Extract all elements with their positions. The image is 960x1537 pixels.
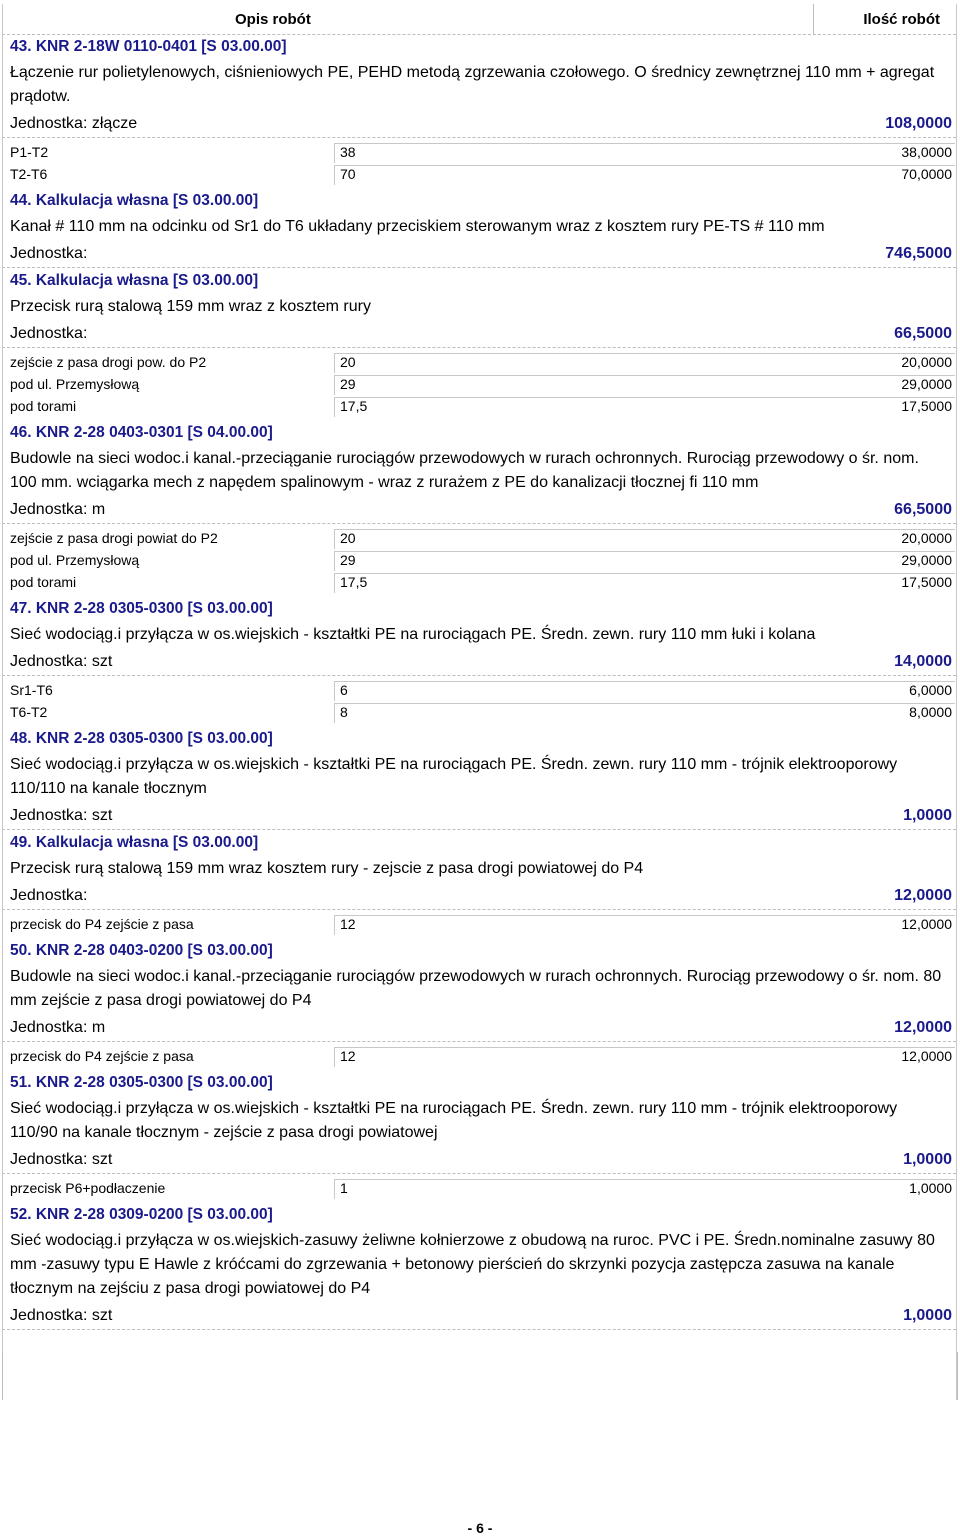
item-unit-row: [2, 1147, 956, 1174]
item-unit-row: [2, 241, 956, 268]
item-total: 1,0000: [903, 1151, 952, 1168]
measure-row: [2, 1045, 956, 1067]
item-block: [2, 34, 956, 188]
measure-value: 20,0000: [901, 354, 952, 370]
item-block: [2, 1070, 956, 1202]
item-block: [2, 596, 956, 726]
measure-row: [2, 395, 956, 417]
measure-row: [2, 373, 956, 395]
measure-cell-frame: [334, 1179, 955, 1199]
measure-location: przecisk P6+podłaczenie: [10, 1180, 166, 1196]
item-title: 47. KNR 2-28 0305-0300 [S 03.00.00]: [10, 600, 273, 617]
item-description: Sieć wodociąg.i przyłącza w os.wiejskich - kształtki PE na rurociągach PE. Średn. zewn. rury 110 mm łuki i kolana: [10, 626, 816, 643]
item-description: Budowle na sieci wodoc.i kanal.-przeciąganie rurociągów przewodowych w rurach ochronnych. Rurociąg przewodowy o śr. nom. 80 mm zejście z pasa drogi powiatowej do P4: [10, 968, 942, 1009]
item-description: Łączenie rur polietylenowych, ciśnieniowych PE, PEHD metodą zgrzewania czołowego. O średnicy zewnętrznej 110 mm + agregat prądotw.: [10, 64, 935, 105]
measure-cell-frame: [334, 397, 955, 417]
measure-value: 1,0000: [909, 1180, 952, 1196]
measure-cell-frame: [334, 375, 955, 395]
measure-cell-frame: [334, 529, 955, 549]
measure-value: 17,5000: [901, 574, 952, 590]
item-description: Przecisk rurą stalową 159 mm wraz z kosztem rury: [10, 298, 371, 315]
item-total: 746,5000: [885, 245, 952, 262]
measure-expression: 38: [340, 144, 356, 160]
item-description: Przecisk rurą stalową 159 mm wraz kosztem rury - zejscie z pasa drogi powiatowej do P4: [10, 860, 644, 877]
measure-row: [2, 527, 956, 549]
item-unit-row: [2, 649, 956, 676]
measure-value: 17,5000: [901, 398, 952, 414]
item-description: Sieć wodociąg.i przyłącza w os.wiejskich-zasuwy żeliwne kołnierzowe z obudową na ruroc. PVC i PE. Średn.nominalne zasuwy 80 mm -zasuwy typu E Hawle z króćcami do zgrzewania + betonowy pierścień do skrzynki pozycja zastępcza zasuwa na kanale tłocznym na zejściu z pasa drogi powiatowej do P4: [10, 1232, 935, 1297]
empty-area: [2, 1352, 958, 1400]
item-unit-row: [2, 883, 956, 910]
measure-expression: 29: [340, 552, 356, 568]
measure-location: pod ul. Przemysłową: [10, 552, 140, 568]
item-total: 1,0000: [903, 807, 952, 824]
item-unit-row: [2, 1303, 956, 1330]
item-description: Budowle na sieci wodoc.i kanal.-przeciąganie rurociągów przewodowych w rurach ochronnych. Rurociąg przewodowy o śr. nom. 100 mm. wciągarka mech z napędem spalinowym - wraz z rurażem z PE do kanalizacji tłocznej fi 110 mm: [10, 450, 919, 491]
item-block: [2, 188, 956, 268]
measure-row: [2, 679, 956, 701]
measure-cell-frame: [334, 143, 955, 163]
item-unit: Jednostka: m: [10, 1019, 106, 1036]
item-title: 46. KNR 2-28 0403-0301 [S 04.00.00]: [10, 424, 273, 441]
measure-location: pod torami: [10, 398, 77, 414]
measure-value: 38,0000: [901, 144, 952, 160]
measure-expression: 20: [340, 530, 356, 546]
header-ilosc: Ilość robót: [863, 11, 940, 28]
measure-value: 20,0000: [901, 530, 952, 546]
measure-row: [2, 141, 956, 163]
measure-row: [2, 163, 956, 185]
measure-value: 8,0000: [909, 704, 952, 720]
measure-expression: 17,5: [340, 574, 368, 590]
measure-row: [2, 571, 956, 593]
item-block: [2, 938, 956, 1070]
measure-value: 6,0000: [909, 682, 952, 698]
item-title: 52. KNR 2-28 0309-0200 [S 03.00.00]: [10, 1206, 273, 1223]
item-title: 44. Kalkulacja własna [S 03.00.00]: [10, 192, 259, 209]
measure-expression: 20: [340, 354, 356, 370]
measure-expression: 12: [340, 916, 356, 932]
item-block: [2, 830, 956, 938]
measure-location: pod torami: [10, 574, 77, 590]
header-separator: [813, 4, 814, 34]
measure-row: [2, 701, 956, 723]
item-unit: Jednostka:: [10, 325, 88, 342]
header-opis: Opis robót: [235, 11, 311, 28]
item-unit-row: [2, 803, 956, 830]
measure-expression: 17,5: [340, 398, 368, 414]
item-unit-row: [2, 1015, 956, 1042]
item-total: 12,0000: [894, 887, 952, 904]
measure-cell-frame: [334, 681, 955, 701]
measure-location: T6-T2: [10, 704, 48, 720]
measure-row: [2, 1177, 956, 1199]
measure-cell-frame: [334, 915, 955, 935]
measure-value: 12,0000: [901, 1048, 952, 1064]
measure-cell-frame: [334, 703, 955, 723]
items-list: [2, 34, 956, 1330]
measure-cell-frame: [334, 165, 955, 185]
item-title: 43. KNR 2-18W 0110-0401 [S 03.00.00]: [10, 38, 287, 55]
item-unit-row: [2, 497, 956, 524]
measure-location: Sr1-T6: [10, 682, 53, 698]
item-unit-row: [2, 321, 956, 348]
measure-row: [2, 913, 956, 935]
item-unit: Jednostka: złącze: [10, 115, 138, 132]
item-unit: Jednostka:: [10, 887, 88, 904]
item-total: 12,0000: [894, 1019, 952, 1036]
item-description: Sieć wodociąg.i przyłącza w os.wiejskich - kształtki PE na rurociągach PE. Średn. zewn. rury 110 mm - trójnik elektrooporowy 110/90 na kanale tłocznym - zejście z pasa drogi powiatowej: [10, 1100, 898, 1141]
measure-location: przecisk do P4 zejście z pasa: [10, 916, 194, 932]
item-title: 48. KNR 2-28 0305-0300 [S 03.00.00]: [10, 730, 273, 747]
measure-value: 29,0000: [901, 552, 952, 568]
item-block: [2, 268, 956, 420]
measure-expression: 12: [340, 1048, 356, 1064]
measure-row: [2, 351, 956, 373]
measure-cell-frame: [334, 1047, 955, 1067]
measure-location: zejście z pasa drogi powiat do P2: [10, 530, 218, 546]
item-title: 49. Kalkulacja własna [S 03.00.00]: [10, 834, 259, 851]
item-unit: Jednostka: m: [10, 501, 106, 518]
measure-cell-frame: [334, 353, 955, 373]
measure-expression: 8: [340, 704, 348, 720]
item-unit-row: [2, 111, 956, 138]
item-total: 14,0000: [894, 653, 952, 670]
item-unit: Jednostka: szt: [10, 1151, 113, 1168]
measure-value: 29,0000: [901, 376, 952, 392]
item-total: 108,0000: [885, 115, 952, 132]
item-unit: Jednostka: szt: [10, 1307, 113, 1324]
item-title: 50. KNR 2-28 0403-0200 [S 03.00.00]: [10, 942, 273, 959]
measure-cell-frame: [334, 573, 955, 593]
item-description: Sieć wodociąg.i przyłącza w os.wiejskich - kształtki PE na rurociągach PE. Średn. zewn. rury 110 mm - trójnik elektrooporowy 110/110 na kanale tłocznym: [10, 756, 898, 797]
measure-location: zejście z pasa drogi pow. do P2: [10, 354, 207, 370]
measure-expression: 70: [340, 166, 356, 182]
measure-value: 12,0000: [901, 916, 952, 932]
item-total: 66,5000: [894, 325, 952, 342]
measure-expression: 6: [340, 682, 348, 698]
right-border: [956, 4, 957, 1400]
item-description: Kanał # 110 mm na odcinku od Sr1 do T6 układany przeciskiem sterowanym wraz z kosztem rury PE-TS # 110 mm: [10, 218, 825, 235]
measure-location: T2-T6: [10, 166, 48, 182]
measure-location: przecisk do P4 zejście z pasa: [10, 1048, 194, 1064]
measure-cell-frame: [334, 551, 955, 571]
measure-expression: 1: [340, 1180, 348, 1196]
page-number: - 6 -: [467, 1520, 493, 1536]
measure-row: [2, 549, 956, 571]
item-unit: Jednostka:: [10, 245, 88, 262]
measure-location: pod ul. Przemysłową: [10, 376, 140, 392]
measure-value: 70,0000: [901, 166, 952, 182]
item-unit: Jednostka: szt: [10, 653, 113, 670]
measure-location: P1-T2: [10, 144, 49, 160]
item-unit: Jednostka: szt: [10, 807, 113, 824]
item-total: 66,5000: [894, 501, 952, 518]
item-total: 1,0000: [903, 1307, 952, 1324]
item-block: [2, 420, 956, 596]
item-title: 45. Kalkulacja własna [S 03.00.00]: [10, 272, 259, 289]
measure-expression: 29: [340, 376, 356, 392]
item-title: 51. KNR 2-28 0305-0300 [S 03.00.00]: [10, 1074, 273, 1091]
item-block: [2, 726, 956, 830]
item-block: [2, 1202, 956, 1330]
